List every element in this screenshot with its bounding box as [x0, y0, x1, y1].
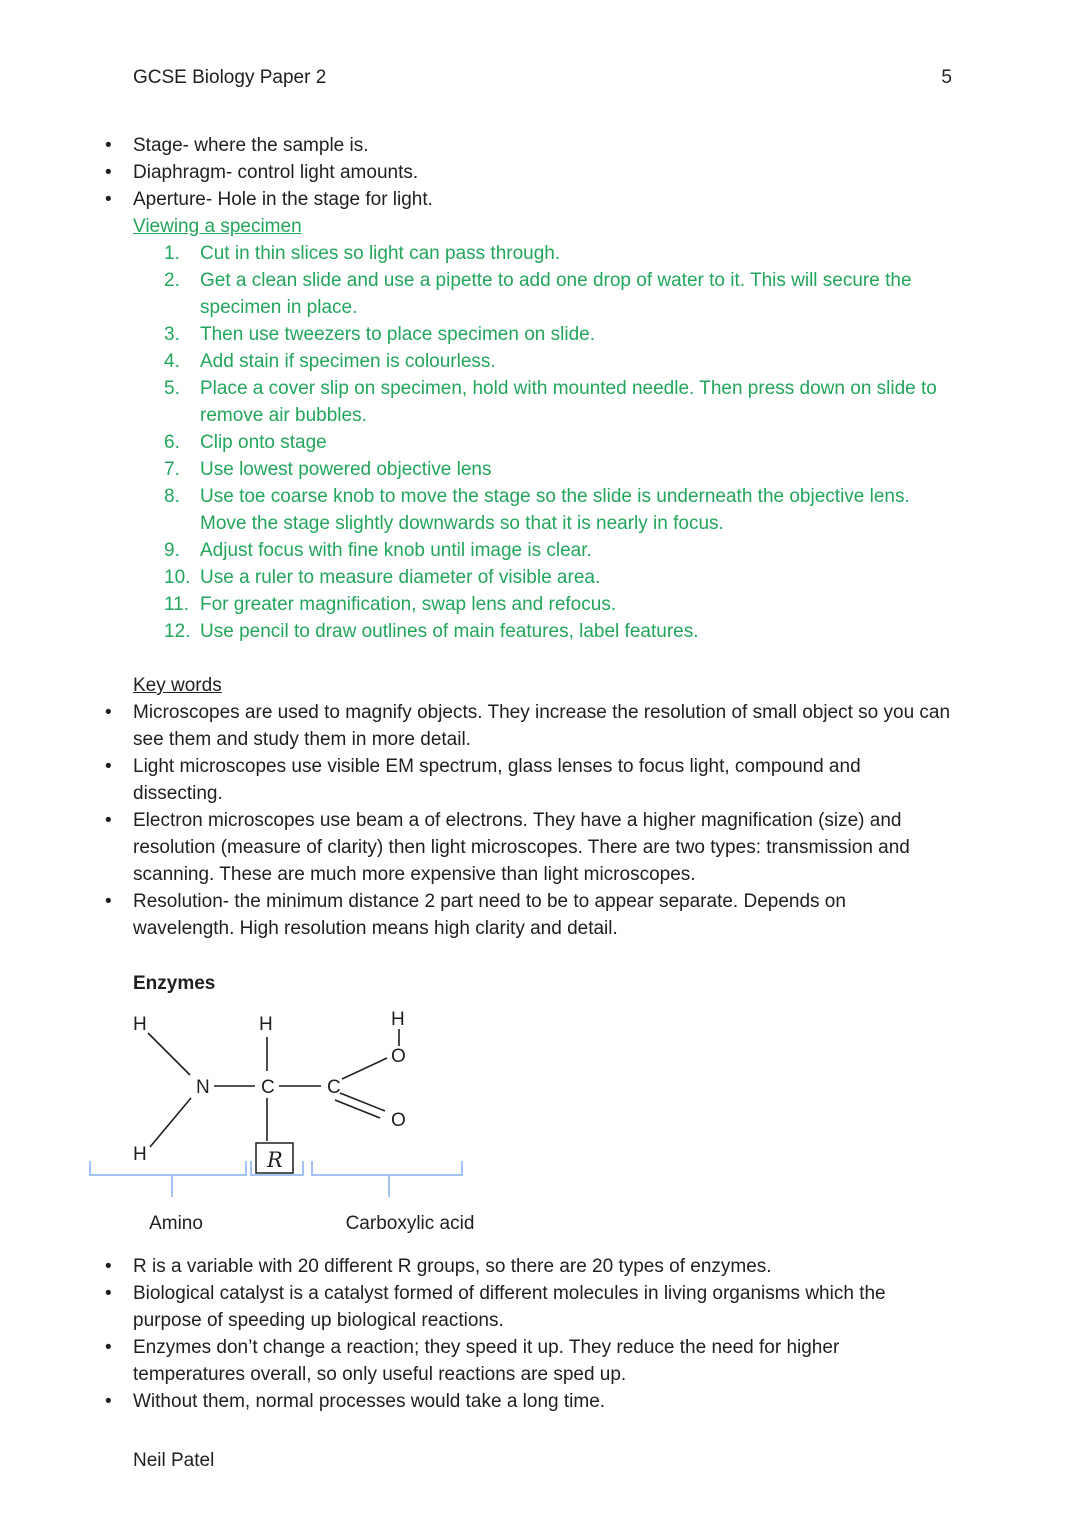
key-words-list [133, 699, 952, 942]
atom-h-top-left-label: H [133, 1014, 147, 1035]
list-item: • Light microscopes use visible EM spectrum, glass lenses to focus light, compound and dissecting. [133, 753, 952, 807]
list-item: • Without them, normal processes would take a long time. [133, 1388, 952, 1415]
atom-h-center-label: H [259, 1014, 273, 1035]
step-item: Then use tweezers to place specimen on slide. [200, 324, 595, 345]
step-item: Cut in thin slices so light can pass through. [200, 243, 561, 264]
list-item: • Enzymes don’t change a reaction; they speed it up. They reduce the need for higher temperatures overall, so only useful reactions are sped up. [133, 1334, 952, 1388]
step-item: Adjust focus with fine knob until image is clear. [200, 540, 592, 561]
microscope-parts-list [133, 132, 952, 213]
step-item: Use a ruler to measure diameter of visible area. [200, 567, 601, 588]
list-item: • Electron microscopes use beam a of electrons. They have a higher magnification (size) and resolution (measure of clarity) then light microscopes. There are two types: transmission and scanning. These are much more expensive than light microscopes. [133, 807, 952, 888]
atom-n-label: N [196, 1077, 210, 1098]
viewing-specimen-heading: Viewing a specimen [133, 216, 302, 237]
enzymes-heading: Enzymes [133, 973, 216, 994]
atom-labels [133, 1009, 406, 1172]
atom-c-alpha-label: C [261, 1077, 275, 1098]
step-item: Use pencil to draw outlines of main features, label features. [200, 621, 699, 642]
viewing-specimen-steps [200, 240, 952, 645]
atom-c-carboxyl-label: C [327, 1077, 341, 1098]
page-header [133, 64, 952, 91]
step-item: Get a clean slide and use a pipette to add one drop of water to it. This will secure the specimen in place. [200, 270, 912, 318]
step-item: Use toe coarse knob to move the stage so the slide is underneath the objective lens. Move the stage slightly downwards so that it is nearly in focus. [200, 486, 910, 534]
step-item: Use lowest powered objective lens [200, 459, 492, 480]
page-number: 5 [941, 67, 952, 88]
functional-group-labels [149, 1213, 474, 1234]
list-item: • R is a variable with 20 different R groups, so there are 20 types of enzymes. [133, 1253, 952, 1280]
carboxylic-acid-label: Carboxylic acid [345, 1213, 475, 1234]
list-item: • Diaphragm- control light amounts. [133, 159, 952, 186]
list-item: • Stage- where the sample is. [133, 132, 952, 159]
amino-group-label: Amino [149, 1213, 203, 1234]
atom-o-double-label: O [391, 1110, 406, 1131]
list-item: • Microscopes are used to magnify objects. They increase the resolution of small object so you can see them and study them in more detail. [133, 699, 952, 753]
step-item: For greater magnification, swap lens and refocus. [200, 594, 617, 615]
step-item: Place a cover slip on specimen, hold with mounted needle. Then press down on slide to remove air bubbles. [200, 378, 937, 426]
atom-h-bottom-left-label: H [133, 1144, 147, 1165]
r-group-letter: R [267, 1148, 283, 1172]
amino-acid-structure-diagram [88, 1005, 588, 1243]
document-title: GCSE Biology Paper 2 [133, 67, 327, 88]
list-item: • Biological catalyst is a catalyst formed of different molecules in living organisms which the purpose of speeding up biological reactions. [133, 1280, 952, 1334]
enzymes-list [133, 1253, 952, 1415]
list-item: • Resolution- the minimum distance 2 part need to be to appear separate. Depends on wavelength. High resolution means high clarity and detail. [133, 888, 952, 942]
list-item: • Aperture- Hole in the stage for light. [133, 186, 952, 213]
atom-o-hydroxyl-label: O [391, 1046, 406, 1067]
step-item: Add stain if specimen is colourless. [200, 351, 496, 372]
atom-h-acid-label: H [391, 1009, 405, 1030]
step-item: Clip onto stage [200, 432, 327, 453]
key-words-heading: Key words [133, 675, 222, 696]
author-name: Neil Patel [133, 1450, 215, 1471]
